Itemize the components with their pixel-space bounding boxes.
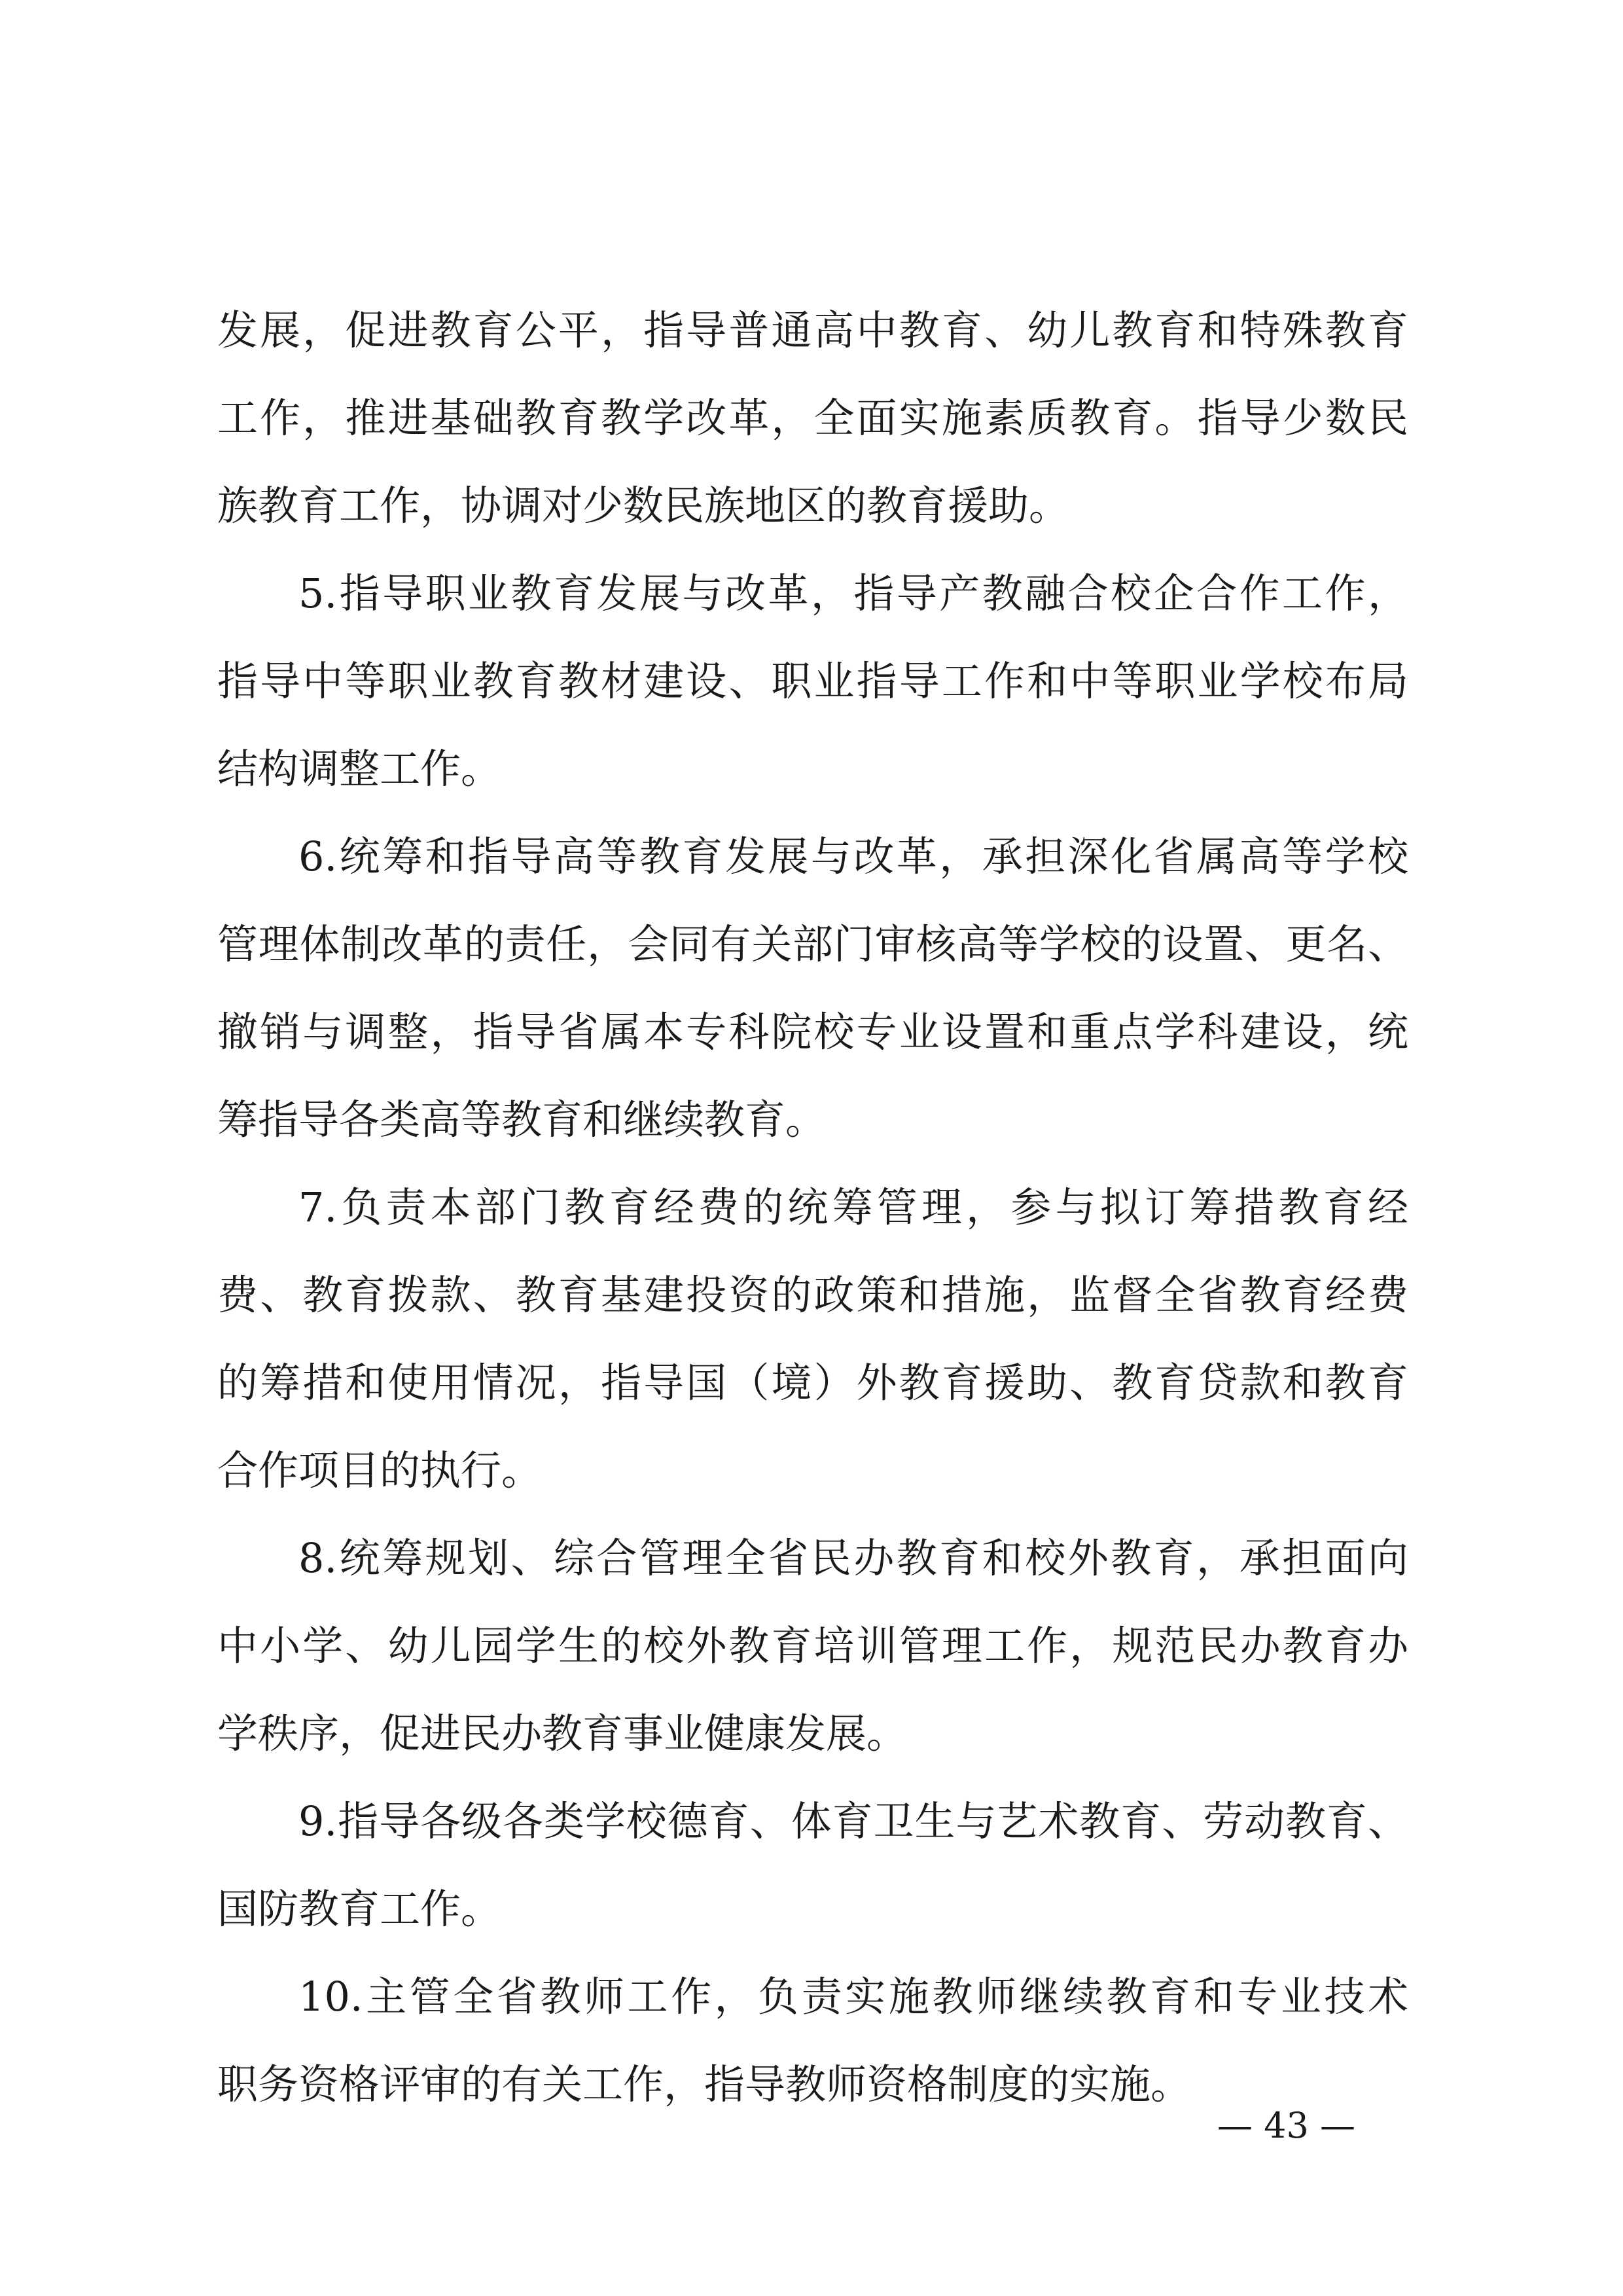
text-line: 的筹措和使用情况，指导国（境）外教育援助、教育贷款和教育	[217, 1359, 1408, 1407]
text-line: 指导中等职业教育教材建设、职业指导工作和中等职业学校布局	[217, 657, 1408, 705]
text-line: 职务资格评审的有关工作，指导教师资格制度的实施。	[217, 2060, 1192, 2108]
page-number: — 43 —	[1217, 2105, 1356, 2146]
text-line: 8.统筹规划、综合管理全省民办教育和校外教育，承担面向	[298, 1534, 1408, 1582]
text-line: 6.统筹和指导高等教育发展与改革，承担深化省属高等学校	[298, 833, 1408, 880]
text-line: 族教育工作，协调对少数民族地区的教育援助。	[217, 482, 1070, 529]
text-line: 7.负责本部门教育经费的统筹管理，参与拟订筹措教育经	[298, 1183, 1408, 1231]
text-line: 学秩序，促进民办教育事业健康发展。	[217, 1710, 908, 1757]
paragraph-item-7	[217, 1164, 1408, 1515]
paragraph-continuation	[217, 287, 1408, 550]
text-line: 结构调整工作。	[217, 745, 502, 793]
text-line: 合作项目的执行。	[217, 1446, 543, 1494]
text-line: 工作，推进基础教育教学改革，全面实施素质教育。指导少数民	[217, 394, 1408, 442]
text-line: 发展，促进教育公平，指导普通高中教育、幼儿教育和特殊教育	[217, 306, 1408, 354]
paragraph-item-8	[217, 1515, 1408, 1778]
text-line: 中小学、幼儿园学生的校外教育培训管理工作，规范民办教育办	[217, 1622, 1408, 1670]
paragraph-item-6	[217, 813, 1408, 1164]
document-body	[217, 287, 1408, 2128]
text-line: 筹指导各类高等教育和继续教育。	[217, 1096, 827, 1143]
text-line: 5.指导职业教育发展与改革，指导产教融合校企合作工作，	[298, 569, 1408, 617]
text-line: 国防教育工作。	[217, 1885, 502, 1933]
paragraph-item-5	[217, 550, 1408, 813]
paragraph-item-9	[217, 1778, 1408, 1953]
text-line: 10.主管全省教师工作，负责实施教师继续教育和专业技术	[298, 1973, 1408, 2020]
text-line: 管理体制改革的责任，会同有关部门审核高等学校的设置、更名、	[217, 920, 1408, 968]
text-line: 9.指导各级各类学校德育、体育卫生与艺术教育、劳动教育、	[298, 1797, 1408, 1845]
text-line: 费、教育拨款、教育基建投资的政策和措施，监督全省教育经费	[217, 1271, 1408, 1319]
text-line: 撤销与调整，指导省属本专科院校专业设置和重点学科建设，统	[217, 1008, 1408, 1056]
